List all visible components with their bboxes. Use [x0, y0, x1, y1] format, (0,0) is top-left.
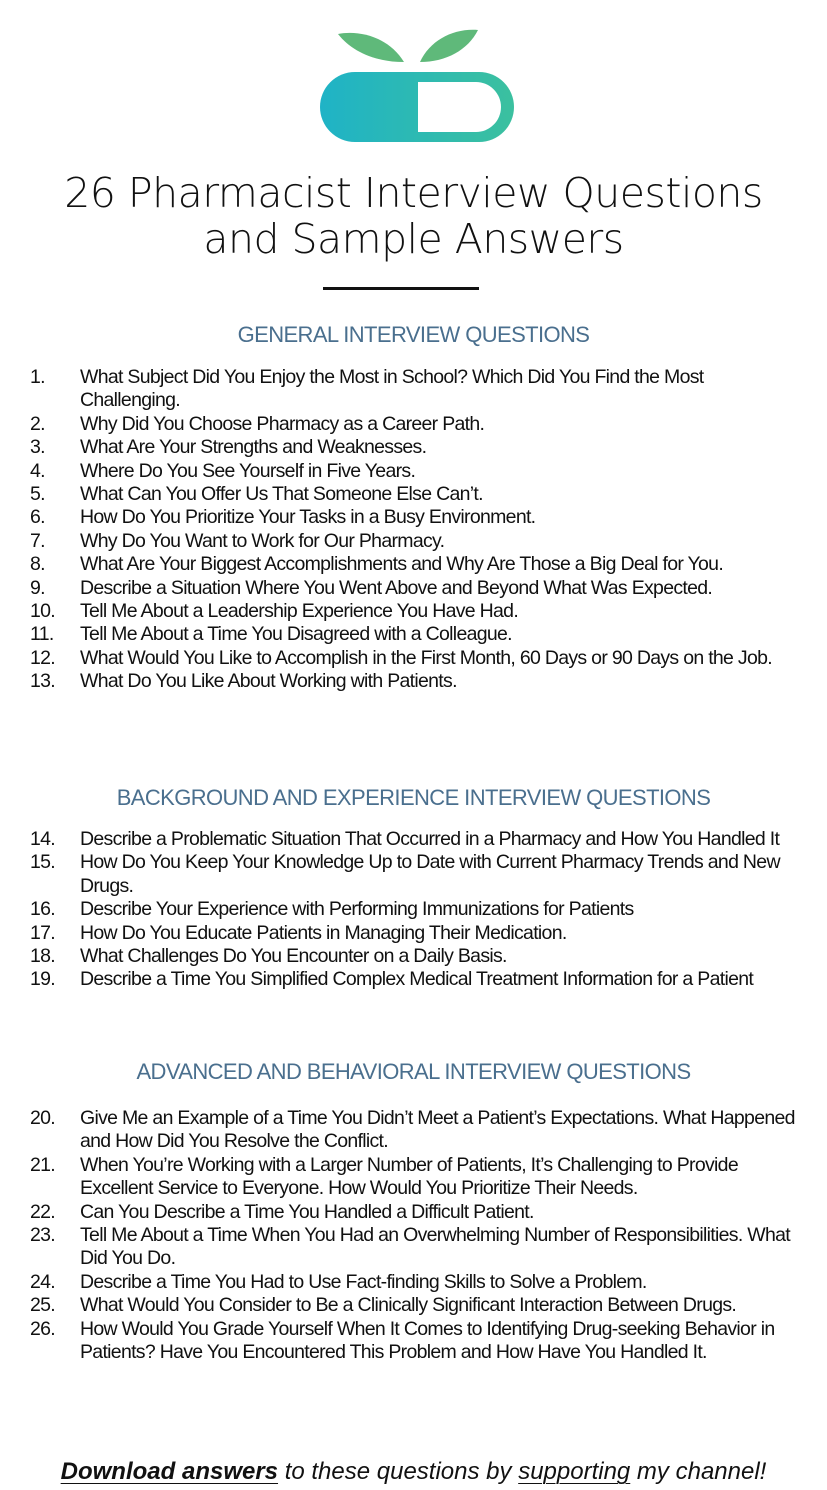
list-item [30, 898, 805, 921]
list-item [30, 530, 805, 553]
list-item [30, 483, 805, 506]
list-item [30, 413, 805, 436]
question-text: Describe a Time You Simplified Complex Medical Treatment Information for a Patient [80, 968, 754, 991]
question-text: Why Do You Want to Work for Our Pharmacy. [80, 529, 445, 552]
question-text: What Challenges Do You Encounter on a Daily Basis. [80, 945, 507, 968]
question-number: 5. [30, 483, 45, 506]
list-item [30, 1224, 805, 1271]
supporting-link[interactable]: supporting [518, 1458, 631, 1485]
question-number: 3. [30, 436, 45, 459]
download-answers-link[interactable]: Download answers [60, 1458, 279, 1485]
list-item [30, 577, 805, 600]
question-number: 24. [30, 1270, 56, 1293]
section-heading-general: GENERAL INTERVIEW QUESTIONS [237, 322, 590, 347]
question-number: 19. [30, 968, 56, 991]
list-item [30, 670, 805, 693]
list-item [30, 1318, 805, 1365]
page-title-line-1: 26 Pharmacist Interview Questions [64, 169, 763, 217]
question-number: 2. [30, 412, 45, 435]
list-item [30, 1154, 805, 1201]
question-list-background [30, 828, 805, 992]
list-item [30, 828, 805, 851]
page-title [0, 170, 827, 262]
footer-middle-text: to these questions by [278, 1458, 519, 1485]
section-heading-background: BACKGROUND AND EXPERIENCE INTERVIEW QUESTIONS [116, 785, 711, 810]
question-text: Describe a Time You Had to Use Fact-finding Skills to Solve a Problem. [80, 1270, 647, 1293]
question-text: What Do You Like About Working with Patients. [80, 670, 457, 693]
question-text: Give Me an Example of a Time You Didn’t Meet a Patient’s Expectations. What Happened and How Did You Resolve the Conflict. [80, 1107, 795, 1153]
list-item [30, 647, 805, 670]
list-item [30, 600, 805, 623]
question-number: 8. [30, 553, 45, 576]
list-item [30, 436, 805, 459]
question-text: Why Did You Choose Pharmacy as a Career Path. [80, 412, 485, 435]
title-divider [323, 287, 479, 290]
list-item [30, 623, 805, 646]
question-text: What Subject Did You Enjoy the Most in School? Which Did You Find the Most Challenging. [80, 366, 704, 412]
question-text: What Can You Offer Us That Someone Else Can’t. [80, 483, 483, 506]
question-number: 7. [30, 529, 45, 552]
question-number: 20. [30, 1107, 56, 1129]
question-number: 17. [30, 921, 56, 944]
question-number: 26. [30, 1317, 56, 1340]
question-text: How Do You Educate Patients in Managing Their Medication. [80, 921, 567, 944]
question-number: 18. [30, 945, 56, 968]
question-number: 4. [30, 459, 45, 482]
question-number: 21. [30, 1153, 56, 1176]
left-leaf-icon [338, 33, 404, 62]
question-text: What Are Your Strengths and Weaknesses. [80, 436, 427, 459]
list-item [30, 506, 805, 529]
question-number: 15. [30, 851, 56, 874]
question-number: 16. [30, 898, 56, 921]
list-item [30, 1107, 805, 1154]
list-item [30, 968, 805, 991]
question-text: Describe a Problematic Situation That Occurred in a Pharmacy and How You Handled It [80, 828, 780, 850]
question-number: 9. [30, 576, 45, 599]
question-text: Tell Me About a Time You Disagreed with a Colleague. [80, 623, 512, 646]
question-number: 12. [30, 646, 56, 669]
question-number: 6. [30, 506, 45, 529]
list-item [30, 851, 805, 898]
question-text: Tell Me About a Time When You Had an Overwhelming Number of Responsibilities. What Did You Do. [80, 1224, 790, 1270]
question-number: 10. [30, 600, 56, 623]
question-text: What Would You Consider to Be a Clinically Significant Interaction Between Drugs. [80, 1294, 737, 1317]
footer-cta [0, 1457, 827, 1487]
list-item [30, 1271, 805, 1294]
question-text: How Do You Prioritize Your Tasks in a Busy Environment. [80, 506, 536, 529]
list-item [30, 1294, 805, 1317]
question-list-general [30, 366, 805, 694]
question-number: 11. [30, 623, 54, 646]
list-item [30, 922, 805, 945]
question-text: Can You Describe a Time You Handled a Difficult Patient. [80, 1200, 534, 1223]
page-title-line-2: and Sample Answers [203, 215, 624, 263]
question-number: 13. [30, 670, 56, 693]
question-text: What Are Your Biggest Accomplishments and Why Are Those a Big Deal for You. [80, 553, 724, 576]
question-text: How Do You Keep Your Knowledge Up to Date with Current Pharmacy Trends and New Drugs. [80, 851, 780, 897]
question-text: What Would You Like to Accomplish in the First Month, 60 Days or 90 Days on the Job. [80, 646, 772, 669]
question-number: 23. [30, 1224, 56, 1247]
question-text: How Would You Grade Yourself When It Comes to Identifying Drug-seeking Behavior in Patients? Have You Encountered This Problem and How Have You Handled It. [80, 1317, 775, 1364]
list-item [30, 460, 805, 483]
question-number: 25. [30, 1294, 56, 1317]
list-item [30, 553, 805, 576]
question-list-advanced [30, 1107, 805, 1364]
right-leaf-icon [420, 30, 478, 62]
list-item [30, 366, 805, 413]
list-item [30, 945, 805, 968]
question-number: 14. [30, 828, 56, 850]
footer-end-text: my channel! [630, 1458, 767, 1485]
question-text: Where Do You See Yourself in Five Years. [80, 459, 416, 482]
question-number: 22. [30, 1200, 56, 1223]
question-text: Tell Me About a Leadership Experience You Have Had. [80, 600, 519, 623]
question-number: 1. [30, 366, 45, 388]
section-heading-advanced: ADVANCED AND BEHAVIORAL INTERVIEW QUESTIONS [136, 1059, 691, 1084]
capsule-with-leaves-icon [318, 26, 516, 144]
question-text: Describe a Situation Where You Went Above and Beyond What Was Expected. [80, 576, 713, 599]
list-item [30, 1201, 805, 1224]
question-text: When You’re Working with a Larger Number of Patients, It’s Challenging to Provide Excellent Service to Everyone. How Would You Prioritize Their Needs. [80, 1153, 738, 1200]
question-text: Describe Your Experience with Performing Immunizations for Patients [80, 898, 634, 921]
